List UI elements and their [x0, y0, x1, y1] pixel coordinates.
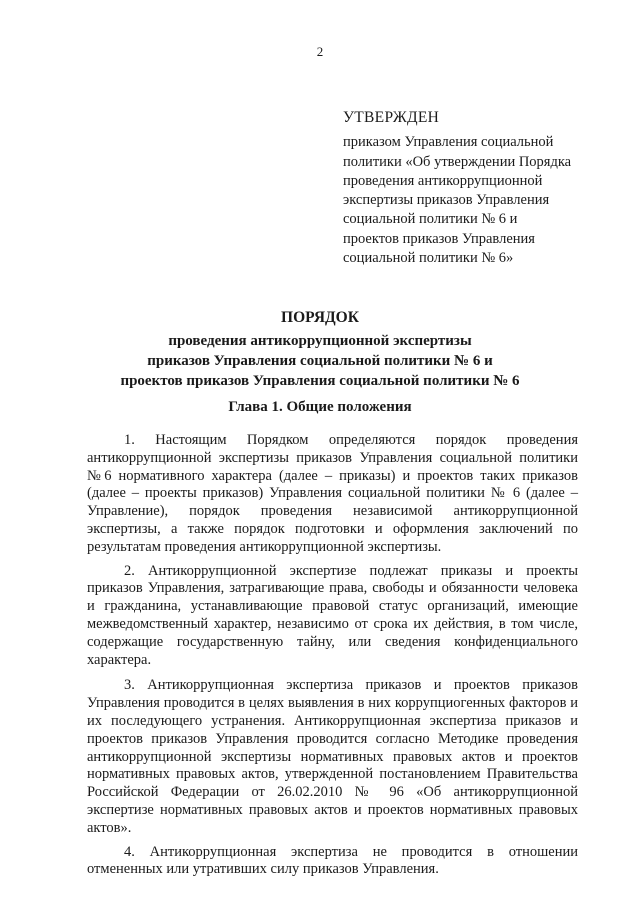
document-title-line: приказов Управления социальной политики № 6 и — [147, 353, 493, 369]
approval-line: социальной политики № 6» — [343, 250, 514, 267]
approval-line: социальной политики № 6 и — [343, 211, 518, 228]
approval-heading: УТВЕРЖДЕН — [343, 109, 440, 126]
approval-line: приказом Управления социальной — [343, 134, 554, 151]
paragraph-4: 4. Антикоррупционная экспертиза не проводится в отношении отмененных или утративших силу приказов Управления. — [87, 843, 578, 878]
page-number: 2 — [316, 44, 324, 59]
approval-line: экспертизы приказов Управления — [343, 192, 550, 209]
paragraph-2: 2. Антикоррупционной экспертизе подлежат приказы и проекты приказов Управления, затрагивающие права, свободы и обязанности человека и гражданина, устанавливающие правовой статус организаций, имеющие межведомственный характер, независимо от срока их действия, в том числе, содержащие государственную тайну, или сведения конфиденциального характера. — [87, 562, 578, 668]
approval-line: проведения антикоррупционной — [343, 172, 543, 189]
approval-line: политики «Об утверждении Порядка — [343, 153, 572, 170]
chapter-heading: Глава 1. Общие положения — [228, 399, 412, 415]
document-title-line: проектов приказов Управления социальной политики № 6 — [120, 373, 520, 389]
paragraph-3: 3. Антикоррупционная экспертиза приказов и проектов приказов Управления проводится в целях выявления в них коррупциогенных факторов и их последующего устранения. Антикоррупционная экспертиза приказов и проектов приказов Управления проводится согласно Методике проведения антикоррупционной экспертизы нормативных правовых актов и проектов нормативных правовых актов, утвержденной постановлением Правительства Российской Федерации от 26.02.2010 № 96 «Об антикоррупционной экспертизе нормативных правовых актов и проектов нормативных правовых актов». — [87, 677, 578, 836]
approval-line: проектов приказов Управления — [343, 230, 535, 247]
document-title-line: проведения антикоррупционной экспертизы — [168, 333, 472, 349]
document-body — [87, 432, 578, 885]
document-title — [0, 308, 640, 391]
document-title-main: ПОРЯДОК — [281, 309, 359, 326]
paragraph-1: 1. Настоящим Порядком определяются порядок проведения антикоррупционной экспертизы приказов Управления социальной политики №6 нормативного характера (далее – приказы) и проектов таких приказов (далее – проекты приказов) Управления социальной политики № 6 (далее – Управление), порядок проведения независимой антикоррупционной экспертизы, а также порядок подготовки и оформления заключений по результатам проведения антикоррупционной экспертизы. — [87, 432, 578, 555]
approval-block — [343, 108, 603, 268]
